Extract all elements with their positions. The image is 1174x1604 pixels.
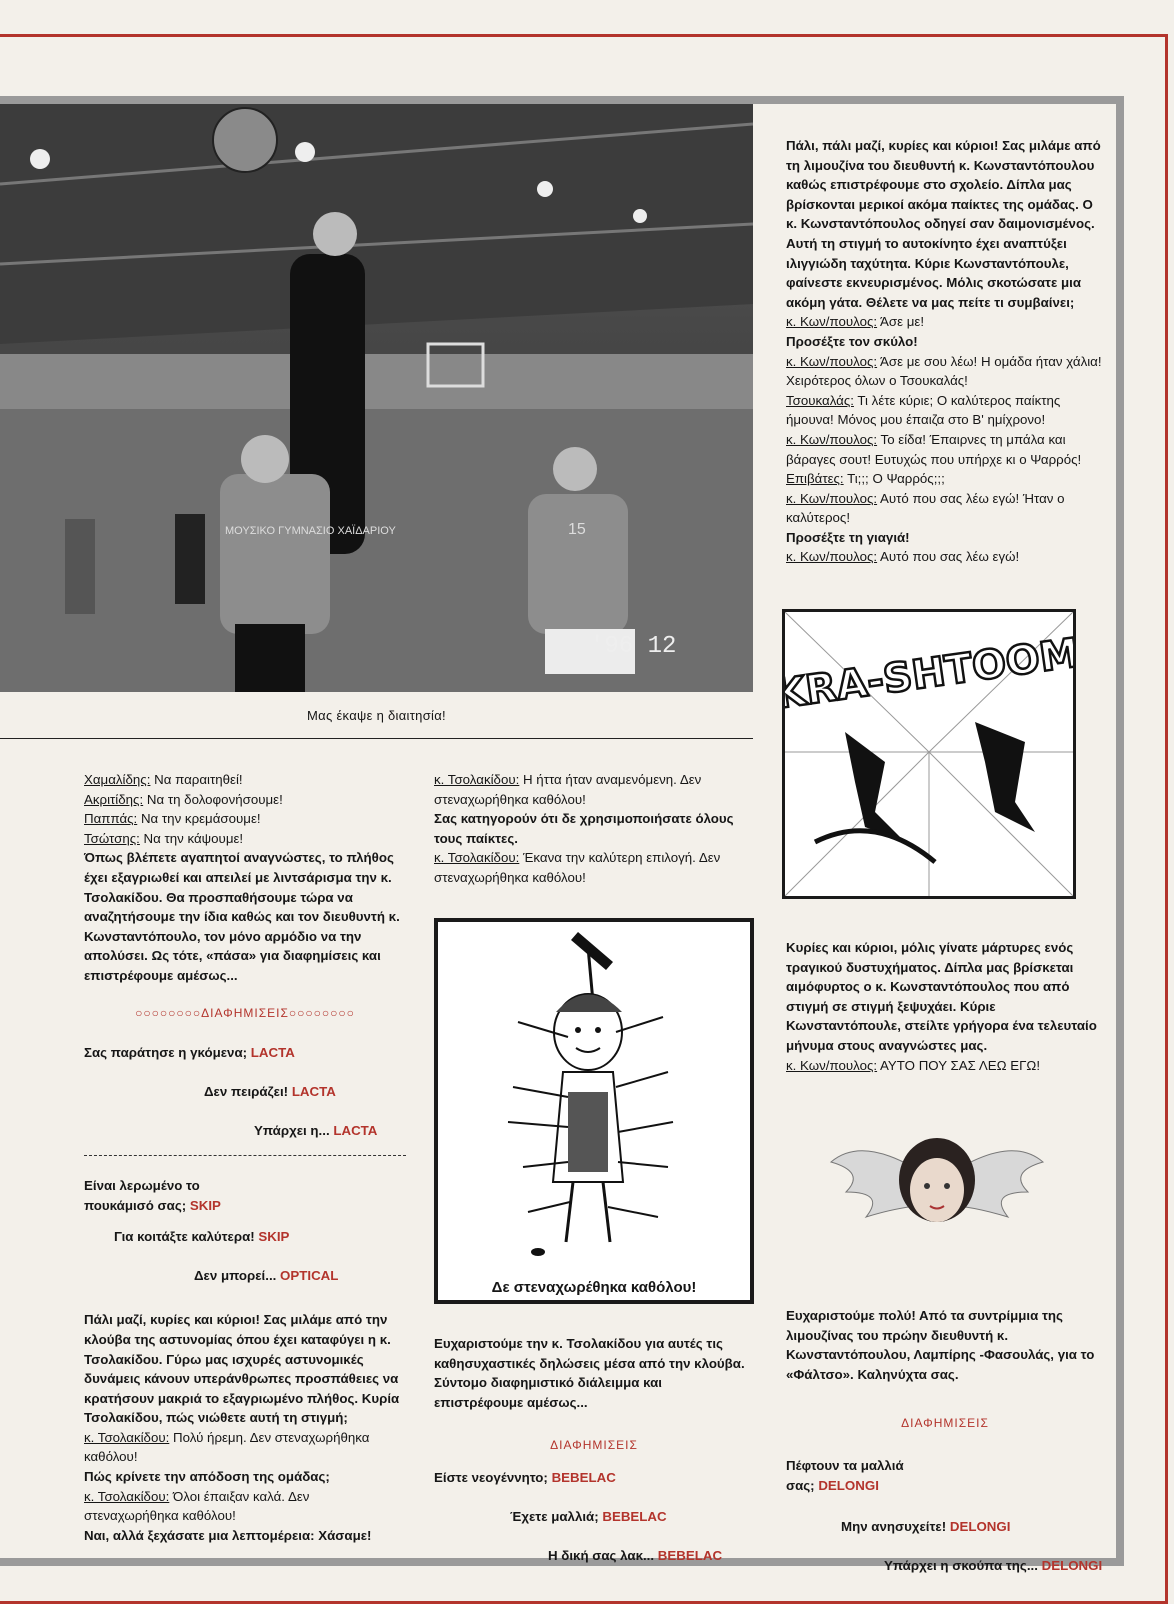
dialogue-line: Παππάς: Να την κρεμάσουμε! xyxy=(84,811,261,827)
middle-column-bottom xyxy=(434,1334,754,1585)
ad-line: Σας παράτησε η γκόμενα; LACTA xyxy=(84,1045,295,1061)
ad-line: Έχετε μαλλιά; BEBELAC xyxy=(510,1508,667,1524)
dialogue-line: κ. Κων/πουλος: Αυτό που σας λέω εγώ! xyxy=(786,549,1020,565)
closing-paragraph: Πάλι μαζί, κυρίες και κύριοι! Σας μιλάμε από την κλούβα της αστυνομίας όπου έχει καταφύγει η κ. Τσολακίδου. Γύρω μας ισχυρές αστυνομικές δυνάμεις κάνουν υπεράνθρωπες προσπάθειες να κρατήσουν μακριά το εξαγριωμένο πλήθος. Κυρία Τσολακίδου, πώς νιώθετε αυτή τη στιγμή; xyxy=(84,1312,400,1426)
ad-line: Μην ανησυχείτε! DELONGI xyxy=(841,1519,1011,1535)
dialogue-line: Τσώτσης: Να την κάψουμε! xyxy=(84,830,244,846)
ads-header: ΔΙΑΦΗΜΙΣΕΙΣ xyxy=(901,1416,989,1431)
dialogue-line: κ. Κων/πουλος: Αυτό που σας λέω εγώ! Ήταν ο καλύτερος! xyxy=(786,490,1065,526)
dialogue-line: κ. Κων/πουλος: Άσε με σου λέω! Η ομάδα ήταν χάλια! Χειρότερος όλων ο Τσουκαλάς! xyxy=(786,353,1102,389)
ad-line: Είστε νεογέννητο; BEBELAC xyxy=(434,1469,616,1485)
cartoon-caption: Δε στεναχωρέθηκα καθόλου! xyxy=(491,1279,697,1296)
dialogue-line: Προσέξτε τον σκύλο! xyxy=(786,333,918,349)
thanks-paragraph: Ευχαριστούμε πολύ! Από τα συντρίμμια της λιμουζίνας του πρώην διευθυντή κ. Κωνσταντόπουλου, Λαμπίρης -Φασουλάς, για το «Φάλτσο». Καληνύχτα σας. xyxy=(786,1308,1095,1382)
dialogue-line: Χαμαλίδης: Να παραιτηθεί! xyxy=(84,772,243,787)
ad-line: Δεν μπορεί... OPTICAL xyxy=(194,1268,339,1284)
jersey-number: 15 xyxy=(568,521,586,538)
cherub-image xyxy=(826,1122,1048,1240)
right-column-bottom xyxy=(786,1306,1104,1595)
ad-line: Είναι λερωμένο το πουκάμισό σας; SKIP xyxy=(84,1178,221,1213)
left-column xyxy=(84,770,406,1545)
divider xyxy=(0,738,753,739)
right-column-top xyxy=(786,136,1104,567)
ad-line: Πέφτουν τα μαλλιά σας; DELONGI xyxy=(786,1457,904,1493)
jersey-text: ΜΟΥΣΙΚΟ ΓΥΜΝΑΣΙΟ ΧΑΪΔΑΡΙΟΥ xyxy=(225,525,396,537)
ad-line: Δεν πειράζει! LACTA xyxy=(204,1084,336,1100)
dialogue-line: Πώς κρίνετε την απόδοση της ομάδας; xyxy=(84,1469,330,1485)
dialogue-line: κ. Κων/πουλος: Άσε με! xyxy=(786,314,925,330)
dialogue-line: Ακριτίδης: Να τη δολοφονήσουμε! xyxy=(84,791,283,807)
ad-line: Υπάρχει η σκούπα της... DELONGI xyxy=(884,1558,1103,1574)
dialogue-line: Τσουκαλάς: Τι λέτε κύριε; Ο καλύτερος παίκτης ήμουνα! Μόνος μου έπαιζα στο Β' ημίχρονο! xyxy=(786,392,1061,428)
date-stamp: '96 12 xyxy=(590,633,677,660)
comic-panel xyxy=(782,609,1076,899)
middle-column xyxy=(434,770,754,888)
basketball-photo xyxy=(0,104,753,692)
dialogue-line: Επιβάτες: Τι;;; Ο Ψαρρός;;; xyxy=(786,471,945,487)
dialogue-line: κ. Κων/πουλος: ΑΥΤΟ ΠΟΥ ΣΑΣ ΛΕΩ ΕΓΩ! xyxy=(786,1057,1041,1073)
dialogue-line: κ. Τσολακίδου: Πολύ ήρεμη. Δεν στεναχωρήθηκα καθόλου! xyxy=(84,1429,370,1465)
ad-line: Υπάρχει η... LACTA xyxy=(254,1123,378,1139)
comic-sfx: KRA-SHTOOM xyxy=(785,630,1073,719)
right-column-middle xyxy=(786,938,1104,1075)
dialogue-line: Σας κατηγορούν ότι δε χρησιμοποιήσατε όλους τους παίκτες. xyxy=(434,811,734,846)
dialogue-line: Ναι, αλλά ξεχάσατε μια λεπτομέρεια: Χάσαμε! xyxy=(84,1527,372,1543)
ad-line: Η δική σας λακ... BEBELAC xyxy=(548,1547,723,1563)
ads-header: ○○○○○○○○ΔΙΑΦΗΜΙΣΕΙΣ○○○○○○○○ xyxy=(135,1005,355,1020)
photo-caption: Μας έκαψε η διαιτησία! xyxy=(307,708,446,723)
ads-header: ΔΙΑΦΗΜΙΣΕΙΣ xyxy=(550,1438,638,1453)
narration-paragraph: Όπως βλέπετε αγαπητοί αναγνώστες, το πλήθος έχει εξαγριωθεί και απειλεί με λιντσάρισμα την κ. Τσολακίδου. Θα προσπαθήσουμε τώρα να αναζητήσουμε την ίδια καθώς και τον διευθυντή κ. Κωνσταντόπουλο, τον μόνο αρμόδιο να την απολύσει. Ως τότε, «πάσα» για διαφημίσεις και επιστρέφουμε αμέσως... xyxy=(84,850,400,983)
accident-paragraph: Κυρίες και κύριοι, μόλις γίνατε μάρτυρες ενός τραγικού δυστυχήματος. Δίπλα μας βρίσκεται αιμόφυρτος ο κ. Κωνσταντόπουλος που από στιγμή σε στιγμή ξεψυχάει. Κύριε Κωνσταντόπουλε, στείλτε γρήγορα ένα τελευταίο μήνυμα στους αναγνώστες μας. xyxy=(786,940,1097,1053)
dashed-divider xyxy=(84,1155,406,1156)
dialogue-line: κ. Κων/πουλος: Το είδα! Έπαιρνες τη μπάλα και βάραγες σουτ! Ευτυχώς που υπήρχε κι ο Ψαρρός! xyxy=(786,431,1082,467)
dialogue-line: κ. Τσολακίδου: Όλοι έπαιξαν καλά. Δεν στεναχωρήθηκα καθόλου! xyxy=(84,1488,310,1524)
dialogue-line: κ. Τσολακίδου: Η ήττα ήταν αναμενόμενη. Δεν στεναχωρήθηκα καθόλου! xyxy=(434,772,702,807)
thanks-paragraph: Ευχαριστούμε την κ. Τσολακίδου για αυτές τις καθησυχαστικές δηλώσεις μέσα από την κλούβα. Σύντομο διαφημιστικό διάλειμμα και επιστρέφουμε αμέσως... xyxy=(434,1336,745,1410)
intro-paragraph: Πάλι, πάλι μαζί, κυρίες και κύριοι! Σας μιλάμε από τη λιμουζίνα του διευθυντή κ. Κωνσταντόπουλου καθώς επιστρέφουμε στο σχολείο. Δίπλα μας βρίσκονται μερικοί ακόμα παίκτες της ομάδας. Ο κ. Κωνσταντόπουλος οδηγεί σαν δαιμονισμένος. Αυτή τη στιγμή το αυτοκίνητο έχει αναπτύξει ιλιγγιώδη ταχύτητα. Κύριε Κωνσταντόπουλε, φαίνεστε εκνευρισμένος. Μόλις σκοτώσατε μια ακόμη γάτα. Θέλετε να μας πείτε τι συμβαίνει; xyxy=(786,138,1101,310)
dialogue-line: κ. Τσολακίδου: Έκανα την καλύτερη επιλογή. Δεν στεναχωρήθηκα καθόλου! xyxy=(434,850,721,885)
ad-line: Για κοιτάξτε καλύτερα! SKIP xyxy=(114,1229,290,1245)
dialogue-line: Προσέξτε τη γιαγιά! xyxy=(786,529,910,545)
cartoon-panel xyxy=(434,918,754,1304)
